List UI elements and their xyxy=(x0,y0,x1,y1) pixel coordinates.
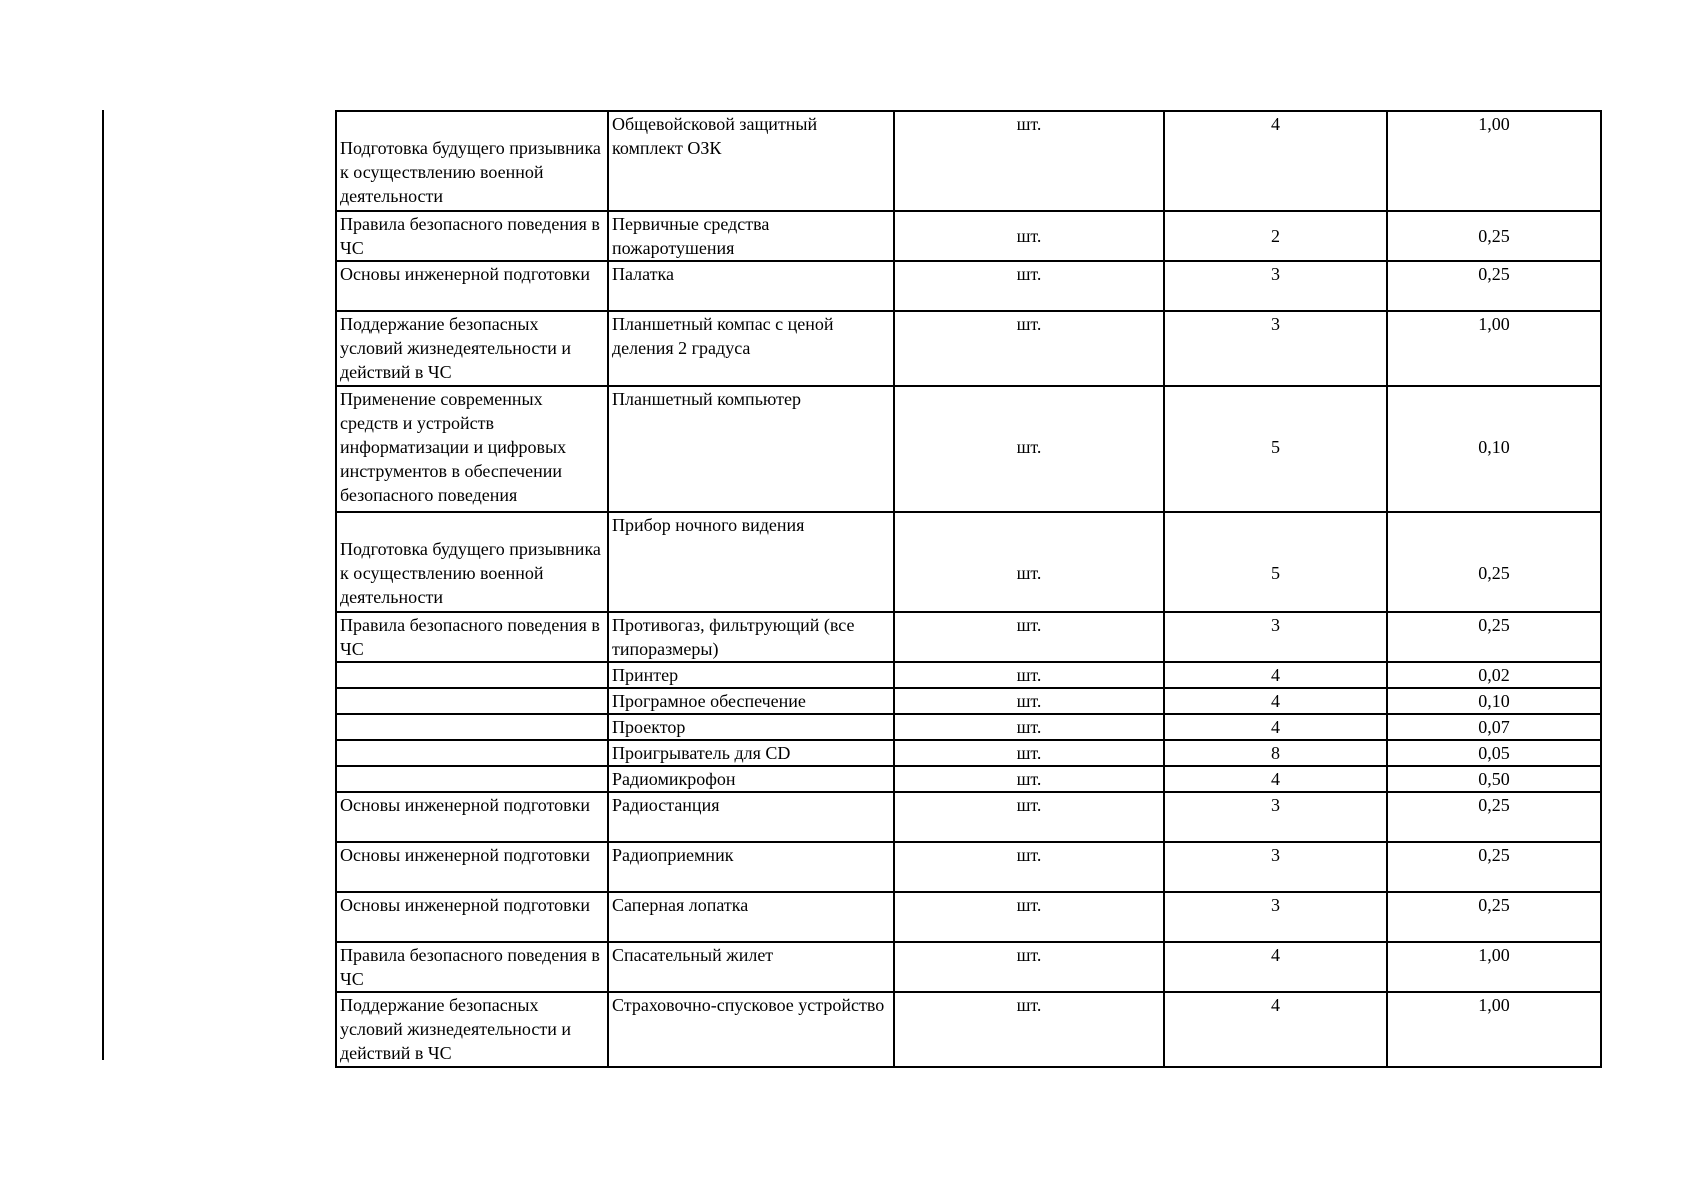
item-cell: Палатка xyxy=(608,261,894,311)
item-cell: Страховочно-спусковое устройство xyxy=(608,992,894,1067)
topic-cell: Основы инженерной подготовки xyxy=(336,892,608,942)
qty-cell: 3 xyxy=(1164,311,1387,386)
item-cell: Проектор xyxy=(608,714,894,740)
unit-cell: шт. xyxy=(894,612,1164,662)
qty-cell: 3 xyxy=(1164,612,1387,662)
topic-cell: Поддержание безопасных условий жизнедеятельности и действий в ЧС xyxy=(336,992,608,1067)
value-cell: 0,25 xyxy=(1387,892,1601,942)
unit-cell: шт. xyxy=(894,792,1164,842)
item-cell: Радиостанция xyxy=(608,792,894,842)
item-cell: Планшетный компьютер xyxy=(608,386,894,512)
value-cell: 1,00 xyxy=(1387,992,1601,1067)
qty-cell: 3 xyxy=(1164,892,1387,942)
topic-cell: Поддержание безопасных условий жизнедеятельности и действий в ЧС xyxy=(336,311,608,386)
topic-cell: Подготовка будущего призывника к осуществлению военной деятельности xyxy=(336,111,608,211)
table-row xyxy=(336,261,1601,311)
table-row xyxy=(336,714,1601,740)
table-row xyxy=(336,662,1601,688)
table-row xyxy=(336,942,1601,992)
unit-cell: шт. xyxy=(894,311,1164,386)
table-row xyxy=(336,992,1601,1067)
item-cell: Спасательный жилет xyxy=(608,942,894,992)
unit-cell: шт. xyxy=(894,211,1164,261)
topic-cell: Основы инженерной подготовки xyxy=(336,261,608,311)
item-cell: Саперная лопатка xyxy=(608,892,894,942)
table-row xyxy=(336,892,1601,942)
value-cell: 0,25 xyxy=(1387,261,1601,311)
value-cell: 0,25 xyxy=(1387,612,1601,662)
value-cell: 0,02 xyxy=(1387,662,1601,688)
value-cell: 0,25 xyxy=(1387,792,1601,842)
left-margin-line xyxy=(102,110,104,1060)
value-cell: 0,25 xyxy=(1387,211,1601,261)
value-cell: 0,05 xyxy=(1387,740,1601,766)
item-cell: Первичные средства пожаротушения xyxy=(608,211,894,261)
unit-cell: шт. xyxy=(894,111,1164,211)
equipment-table xyxy=(335,110,1602,1068)
value-cell: 1,00 xyxy=(1387,942,1601,992)
unit-cell: шт. xyxy=(894,714,1164,740)
unit-cell: шт. xyxy=(894,740,1164,766)
unit-cell: шт. xyxy=(894,512,1164,612)
qty-cell: 4 xyxy=(1164,714,1387,740)
item-cell: Противогаз, фильтрующий (все типоразмеры) xyxy=(608,612,894,662)
table-row xyxy=(336,512,1601,612)
unit-cell: шт. xyxy=(894,942,1164,992)
table-row xyxy=(336,386,1601,512)
value-cell: 0,50 xyxy=(1387,766,1601,792)
table-row xyxy=(336,211,1601,261)
value-cell: 0,25 xyxy=(1387,842,1601,892)
qty-cell: 5 xyxy=(1164,386,1387,512)
unit-cell: шт. xyxy=(894,261,1164,311)
qty-cell: 3 xyxy=(1164,792,1387,842)
item-cell: Планшетный компас с ценой деления 2 градуса xyxy=(608,311,894,386)
table-row xyxy=(336,740,1601,766)
table-row xyxy=(336,612,1601,662)
topic-cell: Правила безопасного поведения в ЧС xyxy=(336,942,608,992)
unit-cell: шт. xyxy=(894,662,1164,688)
qty-cell: 4 xyxy=(1164,992,1387,1067)
qty-cell: 4 xyxy=(1164,111,1387,211)
topic-cell xyxy=(336,766,608,792)
unit-cell: шт. xyxy=(894,992,1164,1067)
item-cell: Общевойсковой защитный комплект ОЗК xyxy=(608,111,894,211)
topic-cell: Применение современных средств и устройств информатизации и цифровых инструментов в обеспечении безопасного поведения xyxy=(336,386,608,512)
item-cell: Програмное обеспечение xyxy=(608,688,894,714)
value-cell: 0,10 xyxy=(1387,688,1601,714)
unit-cell: шт. xyxy=(894,892,1164,942)
topic-cell xyxy=(336,688,608,714)
qty-cell: 4 xyxy=(1164,942,1387,992)
table-row xyxy=(336,842,1601,892)
unit-cell: шт. xyxy=(894,386,1164,512)
topic-cell xyxy=(336,662,608,688)
item-cell: Проигрыватель для CD xyxy=(608,740,894,766)
item-cell: Радиоприемник xyxy=(608,842,894,892)
topic-cell xyxy=(336,714,608,740)
topic-cell: Подготовка будущего призывника к осуществлению военной деятельности xyxy=(336,512,608,612)
value-cell: 1,00 xyxy=(1387,311,1601,386)
table-row xyxy=(336,792,1601,842)
qty-cell: 8 xyxy=(1164,740,1387,766)
topic-cell: Правила безопасного поведения в ЧС xyxy=(336,612,608,662)
topic-cell: Правила безопасного поведения в ЧС xyxy=(336,211,608,261)
unit-cell: шт. xyxy=(894,842,1164,892)
table-row xyxy=(336,766,1601,792)
value-cell: 0,25 xyxy=(1387,512,1601,612)
unit-cell: шт. xyxy=(894,766,1164,792)
item-cell: Радиомикрофон xyxy=(608,766,894,792)
value-cell: 0,07 xyxy=(1387,714,1601,740)
table-row xyxy=(336,111,1601,211)
qty-cell: 4 xyxy=(1164,662,1387,688)
qty-cell: 3 xyxy=(1164,261,1387,311)
topic-cell xyxy=(336,740,608,766)
table-row xyxy=(336,311,1601,386)
item-cell: Принтер xyxy=(608,662,894,688)
qty-cell: 4 xyxy=(1164,766,1387,792)
qty-cell: 4 xyxy=(1164,688,1387,714)
qty-cell: 3 xyxy=(1164,842,1387,892)
qty-cell: 5 xyxy=(1164,512,1387,612)
table-row xyxy=(336,688,1601,714)
value-cell: 0,10 xyxy=(1387,386,1601,512)
topic-cell: Основы инженерной подготовки xyxy=(336,792,608,842)
qty-cell: 2 xyxy=(1164,211,1387,261)
item-cell: Прибор ночного видения xyxy=(608,512,894,612)
unit-cell: шт. xyxy=(894,688,1164,714)
topic-cell: Основы инженерной подготовки xyxy=(336,842,608,892)
value-cell: 1,00 xyxy=(1387,111,1601,211)
